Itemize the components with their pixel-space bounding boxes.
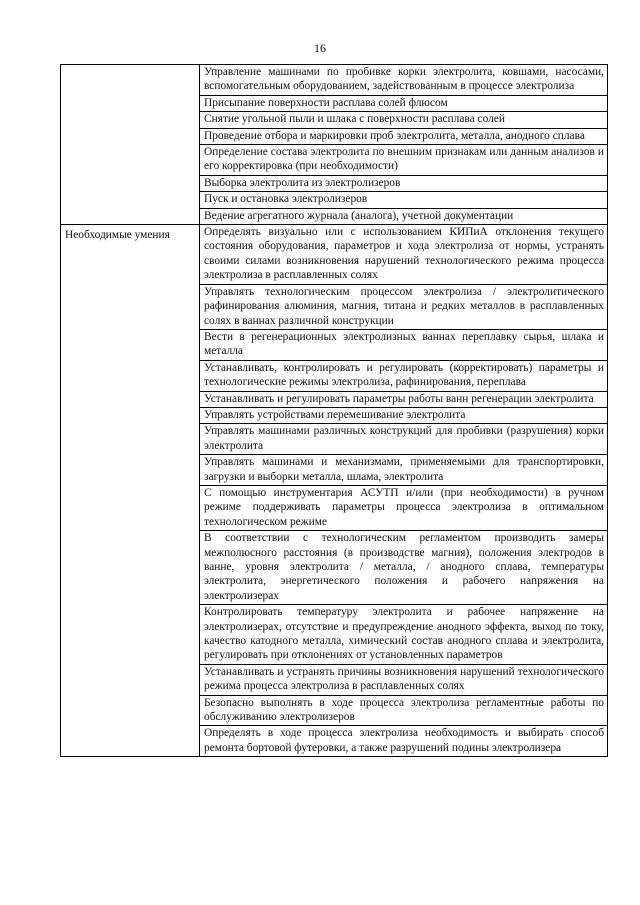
requirement-item: Вести в регенерационных электролизных ваннах переплавку сырья, шлака и металла: [200, 329, 608, 360]
requirement-item: Проведение отбора и маркировки проб электролита, металла, анодного сплава: [200, 128, 608, 144]
requirement-item: Управлять машинами различных конструкций для пробивки (разрушения) корки электролита: [200, 424, 608, 455]
requirement-item: Определение состава электролита по внешним признакам или данным анализов и его корректировка (при необходимости): [200, 145, 608, 176]
requirement-item: Управление машинами по пробивке корки электролита, ковшами, насосами, вспомогательным оборудованием, задействованным в процессе электролиза: [200, 65, 608, 96]
requirement-item: Определять визуально или с использованием КИПиА отклонения текущего состояния оборудования, параметров и хода электролиза от нормы, устранять своими силами возникновения нарушений технологического режима процесса электролиза в расплавленных солях: [200, 225, 608, 285]
requirement-item: Контролировать температуру электролита и рабочее напряжение на электролизерах, отсутствие и предупреждение анодного эффекта, выход по току, качество катодного металла, химический состав анодного сплава и электролита, регулировать при отклонениях от установленных параметров: [200, 605, 608, 665]
requirement-item: Пуск и остановка электролизеров: [200, 192, 608, 208]
table-row: [61, 65, 608, 96]
requirement-item: Ведение агрегатного журнала (аналога), учетной документации: [200, 208, 608, 224]
requirement-item: Устанавливать и регулировать параметры работы ванн регенерации электролита: [200, 391, 608, 407]
requirement-item: Определять в ходе процесса электролиза необходимость и выбирать способ ремонта бортовой футеровки, а также разрушений подины электролизера: [200, 726, 608, 757]
table-row: [61, 225, 608, 285]
section-label: [61, 65, 200, 225]
section-label: Необходимые умения: [61, 225, 200, 757]
requirements-table-body: [61, 65, 608, 757]
requirement-item: С помощью инструментария АСУТП и/или (при необходимости) в ручном режиме поддерживать параметры процесса электролиза в оптимальном технологическом режиме: [200, 485, 608, 530]
requirement-item: Устанавливать, контролировать и регулировать (корректировать) параметры и технологические режимы электролиза, рафинирования, переплава: [200, 360, 608, 391]
requirement-item: Управлять машинами и механизмами, применяемыми для транспортировки, загрузки и выборки металла, шлама, электролита: [200, 455, 608, 486]
requirement-item: Безопасно выполнять в ходе процесса электролиза регламентные работы по обслуживанию электролизеров: [200, 695, 608, 726]
requirement-item: Управлять устройствами перемешивание электролита: [200, 407, 608, 423]
requirement-item: Снятие угольной пыли и шлака с поверхности расплава солей: [200, 112, 608, 128]
requirement-item: В соответствии с технологическим регламентом производить замеры межполюсного расстояния (в производстве магния), положения электродов в ванне, уровня электролита / металла, / анодного сплава, температуры электролита, энергетического положения и рабочего напряжения на электролизерах: [200, 531, 608, 605]
requirement-item: Присыпание поверхности расплава солей флюсом: [200, 95, 608, 111]
requirement-item: Управлять технологическим процессом электролиза / электролитического рафинирования алюминия, магния, титана и редких металлов в расплавленных солях в ваннах различной конструкции: [200, 284, 608, 329]
requirement-item: Устанавливать и устранять причины возникновения нарушений технологического режима процесса электролиза в расплавленных солях: [200, 664, 608, 695]
requirements-table: [60, 64, 608, 757]
page-number: 16: [314, 41, 326, 55]
requirement-item: Выборка электролита из электролизеров: [200, 175, 608, 191]
